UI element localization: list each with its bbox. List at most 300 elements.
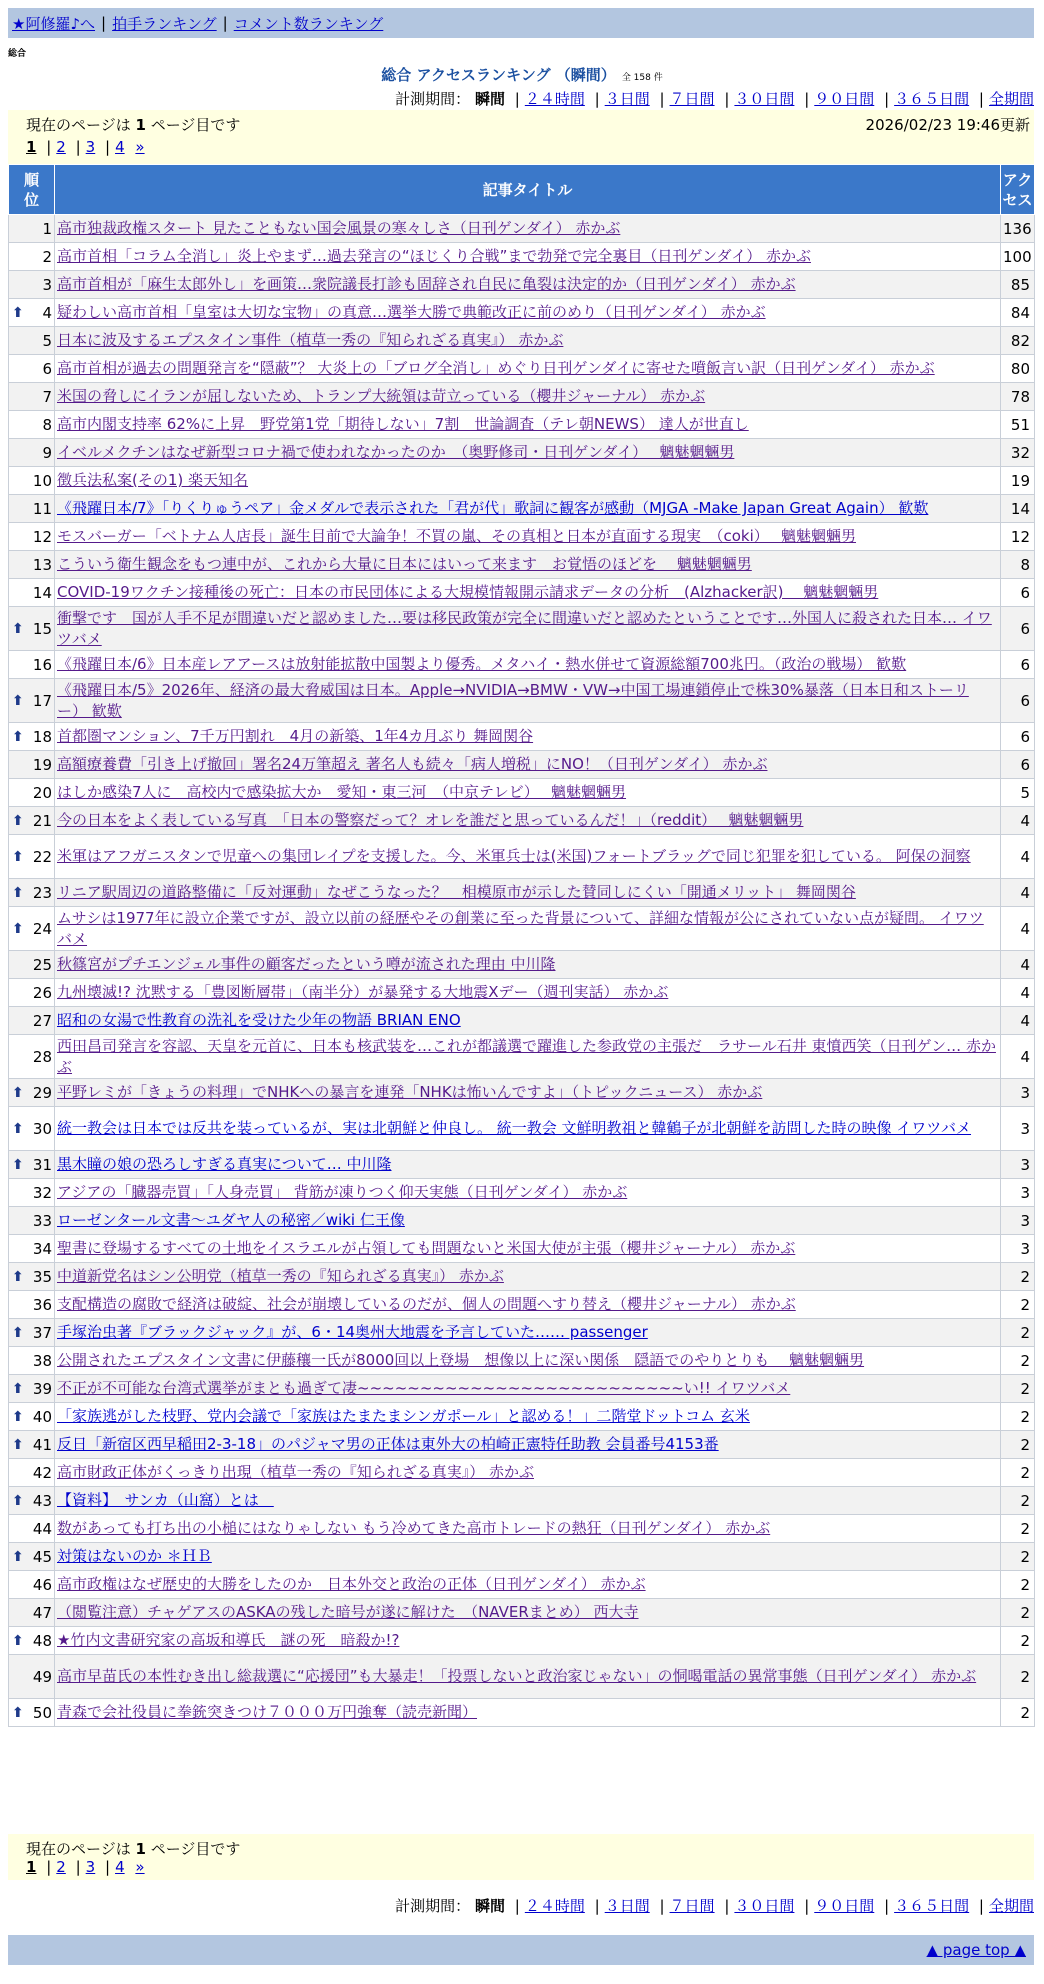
period-link-7d[interactable]: ７日間 xyxy=(669,90,715,108)
access-count: 2 xyxy=(1001,1291,1035,1319)
access-count: 4 xyxy=(1001,835,1035,879)
rank-up-arrow-icon: ⬆ xyxy=(12,920,24,937)
access-count: 2 xyxy=(1001,1571,1035,1599)
article-link[interactable]: 高市独裁政権スタート 見たこともない国会風景の寒々しさ（日刊ゲンダイ） 赤かぶ xyxy=(57,219,621,237)
period-link-365d[interactable]: ３６５日間 xyxy=(894,90,970,108)
access-count: 82 xyxy=(1001,327,1035,355)
access-count: 2 xyxy=(1001,1431,1035,1459)
article-link[interactable]: 不正が不可能な台湾式選挙がまとも過ぎて凄~~~~~~~~~~~~~~~~~~~~~~~~~~い!! イワツバメ xyxy=(57,1379,791,1397)
access-count: 2 xyxy=(1001,1403,1035,1431)
access-count: 2 xyxy=(1001,1459,1035,1487)
article-link[interactable]: ★竹内文書研究家の高坂和導氏 謎の死 暗殺か!? xyxy=(57,1631,400,1649)
page-text-post: ページ目です xyxy=(150,1840,241,1858)
rank-number: 48 xyxy=(32,1631,52,1650)
rank-cell xyxy=(9,243,55,271)
rank-cell xyxy=(9,1487,55,1515)
period-separator: | xyxy=(594,90,600,108)
rank-number: 19 xyxy=(32,755,52,774)
rank-number: 13 xyxy=(32,555,52,574)
period-link-all[interactable]: 全期間 xyxy=(988,1897,1034,1915)
title-cell xyxy=(55,243,1001,271)
page-number: 1 xyxy=(135,1840,146,1858)
nav-separator: | xyxy=(101,14,107,32)
rank-number: 37 xyxy=(32,1323,52,1342)
rank-number: 24 xyxy=(32,919,52,938)
updated-timestamp: 2026/02/23 19:46更新 xyxy=(865,116,1030,134)
access-count: 80 xyxy=(1001,355,1035,383)
rank-cell xyxy=(9,1151,55,1179)
title-cell xyxy=(55,1699,1001,1727)
rank-up-arrow-icon: ⬆ xyxy=(12,1120,24,1137)
pager-separator: | xyxy=(46,138,52,156)
article-link[interactable]: イベルメクチンはなぜ新型コロナ禍で使われなかったのか （奥野修司・日刊ゲンダイ） 魑魅魍魎男 xyxy=(57,443,735,461)
pager-link-4[interactable]: 4 xyxy=(115,138,125,156)
article-link[interactable]: 公開されたエプスタイン文書に伊藤穰一氏が8000回以上登場 想像以上に深い関係 隠語でのやりとりも 魑魅魍魎男 xyxy=(57,1351,865,1369)
rank-cell xyxy=(9,723,55,751)
article-link[interactable]: 統一教会は日本では反共を装っているが、実は北朝鮮と仲良し。 統一教会 文鮮明教祖と韓鶴子が北朝鮮を訪問した時の映像 イワツバメ xyxy=(57,1119,972,1137)
table-row xyxy=(9,1487,1035,1515)
home-link[interactable]: ★阿修羅♪へ xyxy=(12,14,96,33)
period-link-3d[interactable]: ３日間 xyxy=(604,1897,650,1915)
rank-up-arrow-icon: ⬆ xyxy=(12,1436,24,1453)
rank-number: 27 xyxy=(32,1011,52,1030)
table-row xyxy=(9,1263,1035,1291)
period-link-90d[interactable]: ９０日間 xyxy=(814,1897,875,1915)
title-cell xyxy=(55,355,1001,383)
rank-number: 17 xyxy=(32,691,52,710)
table-row xyxy=(9,355,1035,383)
rank-number: 50 xyxy=(32,1703,52,1722)
pager-link-3[interactable]: 3 xyxy=(85,1858,96,1876)
rank-cell xyxy=(9,383,55,411)
rank-cell xyxy=(9,1699,55,1727)
title-cell xyxy=(55,383,1001,411)
title-cell xyxy=(55,467,1001,495)
rank-up-arrow-icon: ⬆ xyxy=(12,620,24,637)
access-count: 3 xyxy=(1001,1107,1035,1151)
article-link[interactable]: 「家族逃がした枝野、党内会議で「家族はたまたまシンガポール」と認める！」二階堂ドットコム 玄米 xyxy=(57,1407,750,1425)
table-row xyxy=(9,579,1035,607)
rank-number: 9 xyxy=(42,443,52,462)
rank-number: 42 xyxy=(32,1463,52,1482)
table-row xyxy=(9,495,1035,523)
article-link[interactable]: 数があっても打ち出の小槌にはなりゃしない もう冷めてきた高市トレードの熱狂（日刊ゲンダイ） 赤かぶ xyxy=(57,1519,771,1537)
article-link[interactable]: 高市早苗氏の本性むき出し総裁選に“応援団”も大暴走！「投票しないと政治家じゃない」の恫喝電話の異常事態（日刊ゲンダイ） 赤かぶ xyxy=(57,1667,977,1685)
rank-number: 7 xyxy=(42,387,52,406)
access-count: 6 xyxy=(1001,723,1035,751)
page-info-bottom xyxy=(8,1834,1034,1880)
title-cell xyxy=(55,723,1001,751)
rank-cell xyxy=(9,579,55,607)
table-row xyxy=(9,751,1035,779)
article-link[interactable]: ローゼンタール文書～ユダヤ人の秘密／wiki 仁王像 xyxy=(57,1211,405,1229)
title-cell xyxy=(55,1207,1001,1235)
pager-link-4[interactable]: 4 xyxy=(115,1858,125,1876)
title-cell xyxy=(55,1035,1001,1079)
access-count: 2 xyxy=(1001,1487,1035,1515)
article-link[interactable]: （閲覧注意）チャゲアスのASKAの残した暗号が遂に解けた （NAVERまとめ） 西大寺 xyxy=(57,1603,639,1621)
header-rank xyxy=(9,165,55,215)
title-cell xyxy=(55,751,1001,779)
rank-up-arrow-icon: ⬆ xyxy=(12,884,24,901)
period-separator: | xyxy=(514,90,520,108)
rank-cell xyxy=(9,1179,55,1207)
period-link-3d[interactable]: ３日間 xyxy=(604,90,650,108)
rank-up-arrow-icon: ⬆ xyxy=(12,1408,24,1425)
rank-cell xyxy=(9,1035,55,1079)
rank-cell xyxy=(9,607,55,651)
rank-cell xyxy=(9,1375,55,1403)
article-link[interactable]: 青森で会社役員に拳銃突きつけ７０００万円強奪（読売新聞） xyxy=(57,1703,478,1721)
pager-link-2[interactable]: 2 xyxy=(56,1858,66,1876)
article-link[interactable]: 【資料】 サンカ（山窩）とは xyxy=(57,1491,274,1509)
rank-cell xyxy=(9,411,55,439)
table-row xyxy=(9,1079,1035,1107)
access-count: 5 xyxy=(1001,779,1035,807)
table-row xyxy=(9,1627,1035,1655)
access-count: 2 xyxy=(1001,1319,1035,1347)
access-count: 100 xyxy=(1001,243,1035,271)
rank-up-arrow-icon: ⬆ xyxy=(12,1380,24,1397)
rank-number: 2 xyxy=(42,247,52,266)
table-row xyxy=(9,879,1035,907)
access-count: 2 xyxy=(1001,1347,1035,1375)
rank-up-arrow-icon: ⬆ xyxy=(12,848,24,865)
title-cell xyxy=(55,271,1001,299)
rank-cell xyxy=(9,1627,55,1655)
period-current: 瞬間 xyxy=(474,90,505,108)
table-row xyxy=(9,1599,1035,1627)
pager-link-2[interactable]: 2 xyxy=(56,138,66,156)
article-link[interactable]: 支配構造の腐敗で経済は破綻、社会が崩壊しているのだが、個人の問題へすり替え（櫻井ジャーナル） 赤かぶ xyxy=(57,1295,796,1313)
access-count: 12 xyxy=(1001,523,1035,551)
page-text-pre: 現在のページは xyxy=(26,116,131,134)
title-cell xyxy=(55,1627,1001,1655)
page-top-link[interactable]: ▲ page top ▲ xyxy=(926,1941,1026,1959)
page-info-top xyxy=(8,110,1034,164)
rank-cell xyxy=(9,907,55,951)
pager-separator: | xyxy=(75,1858,81,1876)
period-separator: | xyxy=(514,1897,520,1915)
rank-cell xyxy=(9,979,55,1007)
access-count: 6 xyxy=(1001,579,1035,607)
rank-number: 32 xyxy=(32,1183,52,1202)
rank-cell xyxy=(9,1291,55,1319)
rank-cell xyxy=(9,1319,55,1347)
access-count: 3 xyxy=(1001,1151,1035,1179)
table-row xyxy=(9,1035,1035,1079)
article-link[interactable]: はしか感染7人に 高校内で感染拡大か 愛知・東三河 （中京テレビ） 魑魅魍魎男 xyxy=(57,783,627,801)
table-row xyxy=(9,651,1035,679)
title-cell xyxy=(55,1431,1001,1459)
rank-number: 16 xyxy=(32,655,52,674)
access-count: 4 xyxy=(1001,1035,1035,1079)
header-access xyxy=(1001,165,1035,215)
rank-cell xyxy=(9,651,55,679)
pager-separator: | xyxy=(75,138,81,156)
article-link[interactable]: 黒木瞳の娘の恐ろしすぎる真実について… 中川隆 xyxy=(57,1155,392,1173)
table-row xyxy=(9,215,1035,243)
rank-cell xyxy=(9,1431,55,1459)
nav-separator: | xyxy=(222,14,228,32)
article-link[interactable]: 西田昌司発言を容認、天皇を元首に、日本も核武装を…これが都議選で躍進した参政党の主張だ ラサール石井 東憤西笑（日刊ゲン… 赤かぶ xyxy=(57,1036,996,1076)
access-count: 3 xyxy=(1001,1207,1035,1235)
title-cell xyxy=(55,1179,1001,1207)
table-row xyxy=(9,607,1035,651)
rank-cell xyxy=(9,215,55,243)
title-cell xyxy=(55,495,1001,523)
article-link[interactable]: 《飛躍日本/5》2026年、経済の最大脅威国は日本。Apple→NVIDIA→BMW・VW→中国工場連鎖停止で株30%暴落（日本日和ストーリー） 歓歎 xyxy=(57,680,969,720)
rank-cell xyxy=(9,1655,55,1699)
rank-cell xyxy=(9,1403,55,1431)
period-label: 計測期間： xyxy=(395,90,471,108)
rank-number: 33 xyxy=(32,1211,52,1230)
table-row xyxy=(9,271,1035,299)
article-link[interactable]: 昭和の女湯で性教育の洗礼を受けた少年の物語 BRIAN ENO xyxy=(57,1011,461,1029)
page-number: 1 xyxy=(135,116,146,134)
access-count: 4 xyxy=(1001,807,1035,835)
title-cell xyxy=(55,1599,1001,1627)
rank-number: 30 xyxy=(32,1119,52,1138)
article-link[interactable]: ムサシは1977年に設立企業ですが、設立以前の経歴やその創業に至った背景について、詳細な情報が公にされていない点が疑問。 イワツバメ xyxy=(57,908,984,948)
rank-number: 3 xyxy=(42,275,52,294)
access-count: 14 xyxy=(1001,495,1035,523)
article-link[interactable]: 反日「新宿区西早稲田2-3-18」のパジャマ男の正体は東外大の柏崎正憲特任助教 会員番号4153番 xyxy=(57,1435,719,1453)
article-link[interactable]: アジアの「臓器売買」「人身売買」 背筋が凍りつく仰天実態（日刊ゲンダイ） 赤かぶ xyxy=(57,1183,628,1201)
rank-cell xyxy=(9,1599,55,1627)
article-link[interactable]: 九州壊滅!? 沈黙する「豊図断層帯」（南半分）が暴発する大地震Xデー（週刊実話） 赤かぶ xyxy=(57,983,669,1001)
table-row xyxy=(9,243,1035,271)
rank-up-arrow-icon: ⬆ xyxy=(12,728,24,745)
table-row xyxy=(9,835,1035,879)
article-link[interactable]: 高市政権はなぜ歴史的大勝をしたのか 日本外交と政治の正体（日刊ゲンダイ） 赤かぶ xyxy=(57,1575,646,1593)
access-count: 4 xyxy=(1001,879,1035,907)
table-row xyxy=(9,979,1035,1007)
table-row xyxy=(9,299,1035,327)
table-row xyxy=(9,1403,1035,1431)
rank-number: 40 xyxy=(32,1407,52,1426)
rank-number: 49 xyxy=(32,1667,52,1686)
period-link-90d[interactable]: ９０日間 xyxy=(814,90,875,108)
pager-bottom xyxy=(26,1858,145,1876)
article-link[interactable]: 高額療養費「引き上げ撤回」署名24万筆超え 著名人も続々「病人増税」にNO！（日刊ゲンダイ） 赤かぶ xyxy=(57,755,768,773)
table-row xyxy=(9,907,1035,951)
title-cell xyxy=(55,1107,1001,1151)
period-label: 計測期間： xyxy=(395,1897,471,1915)
rank-cell xyxy=(9,1107,55,1151)
article-link[interactable]: モスバーガー「ベトナム人店長」誕生目前で大論争！不買の嵐、その真相と日本が直面する現実 （coki） 魑魅魍魎男 xyxy=(57,527,857,545)
rank-up-arrow-icon: ⬆ xyxy=(12,1324,24,1341)
period-link-30d[interactable]: ３０日間 xyxy=(734,1897,795,1915)
pager-separator: | xyxy=(105,1858,111,1876)
rank-number: 47 xyxy=(32,1603,52,1622)
article-link[interactable]: 衝撃です 国が人手不足が間違いだと認めました…要は移民政策が完全に間違いだと認めたということです…外国人に殺された日本… イワツバメ xyxy=(57,608,992,648)
article-link[interactable]: 首都圏マンション、7千万円割れ 4月の新築、1年4カ月ぶり 舞岡関谷 xyxy=(57,727,534,745)
article-link[interactable]: リニア駅周辺の道路整備に「反対運動」なぜこうなった？ 相模原市が示した賛同しにくい「開通メリット」 舞岡関谷 xyxy=(57,883,856,901)
title-cell xyxy=(55,679,1001,723)
article-link[interactable]: 《飛躍日本/7》「りくりゅうペア」金メダルで表示された「君が代」歌詞に観客が感動（MJGA -Make Japan Great Again） 歓歎 xyxy=(57,499,929,517)
period-separator: | xyxy=(804,1897,810,1915)
table-row xyxy=(9,1375,1035,1403)
table-row xyxy=(9,551,1035,579)
access-count: 2 xyxy=(1001,1543,1035,1571)
current-page-text xyxy=(26,114,240,135)
period-separator: | xyxy=(659,90,665,108)
rank-up-arrow-icon: ⬆ xyxy=(12,1492,24,1509)
period-link-24h[interactable]: ２４時間 xyxy=(524,1897,585,1915)
article-link[interactable]: 日本に波及するエプスタイン事件（植草一秀の『知られざる真実』） 赤かぶ xyxy=(57,331,564,349)
article-link[interactable]: 対策はないのか ＊ＨＢ xyxy=(57,1547,212,1565)
article-link[interactable]: こういう衛生観念をもつ連中が、これから大量に日本にはいって来ます お覚悟のほどを 魑魅魍魎男 xyxy=(57,555,752,573)
article-link[interactable]: 高市財政正体がくっきり出現（植草一秀の『知られざる真実』） 赤かぶ xyxy=(57,1463,534,1481)
title-cell xyxy=(55,551,1001,579)
rank-number: 11 xyxy=(32,499,52,518)
article-link[interactable]: COVID-19ワクチン接種後の死亡：日本の市民団体による大規模情報開示請求データの分析 (Alzhacker訳) 魑魅魍魎男 xyxy=(57,583,879,601)
rank-cell xyxy=(9,1459,55,1487)
period-selector-top xyxy=(395,88,1034,109)
rank-number: 43 xyxy=(32,1491,52,1510)
period-separator: | xyxy=(978,1897,984,1915)
rank-number: 44 xyxy=(32,1519,52,1538)
article-link[interactable]: 高市首相が過去の問題発言を“隠蔽”？ 大炎上の「ブログ全消し」めぐり日刊ゲンダイに寄せた噴飯言い訳（日刊ゲンダイ） 赤かぶ xyxy=(57,359,935,377)
title-cell xyxy=(55,439,1001,467)
rank-cell xyxy=(9,467,55,495)
pager-next[interactable]: » xyxy=(135,1858,145,1876)
title-cell xyxy=(55,1459,1001,1487)
table-row xyxy=(9,1571,1035,1599)
access-count: 85 xyxy=(1001,271,1035,299)
title-cell xyxy=(55,1571,1001,1599)
table-row xyxy=(9,1007,1035,1035)
pager-next[interactable]: » xyxy=(135,138,145,156)
access-count: 3 xyxy=(1001,1179,1035,1207)
table-row xyxy=(9,951,1035,979)
period-link-30d[interactable]: ３０日間 xyxy=(734,90,795,108)
article-link[interactable]: 疑わしい高市首相「皇室は大切な宝物」の真意…選挙大勝で典範改正に前のめり（日刊ゲンダイ） 赤かぶ xyxy=(57,303,766,321)
title-cell xyxy=(55,327,1001,355)
rank-cell xyxy=(9,1263,55,1291)
article-link[interactable]: 徴兵法私案(その1) 楽天知名 xyxy=(57,471,249,489)
rank-number: 10 xyxy=(32,471,52,490)
period-link-365d[interactable]: ３６５日間 xyxy=(894,1897,970,1915)
period-separator: | xyxy=(724,90,730,108)
period-separator: | xyxy=(724,1897,730,1915)
period-separator: | xyxy=(804,90,810,108)
rank-cell xyxy=(9,779,55,807)
rank-up-arrow-icon: ⬆ xyxy=(12,1632,24,1649)
period-selector-bottom xyxy=(395,1895,1034,1916)
article-link[interactable]: 秋篠宮がプチエンジェル事件の顧客だったという噂が流された理由 中川隆 xyxy=(57,955,556,973)
access-count: 6 xyxy=(1001,679,1035,723)
article-link[interactable]: 聖書に登場するすべての土地をイスラエルが占領しても問題ないと米国大使が主張（櫻井ジャーナル） 赤かぶ xyxy=(57,1239,796,1257)
rank-number: 35 xyxy=(32,1267,52,1286)
comment-ranking-link[interactable]: コメント数ランキング xyxy=(233,14,384,33)
title-cell xyxy=(55,907,1001,951)
title-cell xyxy=(55,215,1001,243)
table-row xyxy=(9,1179,1035,1207)
article-link[interactable]: 米国の脅しにイランが屈しないため、トランプ大統領は苛立っている（櫻井ジャーナル） 赤かぶ xyxy=(57,387,706,405)
rank-cell xyxy=(9,951,55,979)
period-separator: | xyxy=(884,1897,890,1915)
article-link[interactable]: 今の日本をよく表している写真 「日本の警察だって？オレを誰だと思っているんだ！」（reddit） 魑魅魍魎男 xyxy=(57,811,804,829)
table-row xyxy=(9,679,1035,723)
pager-separator: | xyxy=(105,138,111,156)
access-count: 3 xyxy=(1001,1235,1035,1263)
article-link[interactable]: 平野レミが「きょうの料理」でNHKへの暴言を連発「NHKは怖いんですよ」（トピックニュース） 赤かぶ xyxy=(57,1083,763,1101)
rank-up-arrow-icon: ⬆ xyxy=(12,692,24,709)
table-row xyxy=(9,327,1035,355)
rank-number: 38 xyxy=(32,1351,52,1370)
title-cell xyxy=(55,1347,1001,1375)
title-cell xyxy=(55,1079,1001,1107)
category-label: 総合 xyxy=(8,49,27,59)
rank-up-arrow-icon: ⬆ xyxy=(12,304,24,321)
period-link-7d[interactable]: ７日間 xyxy=(669,1897,715,1915)
article-link[interactable]: 高市首相「コラム全消し」炎上やまず…過去発言の“ほじくり合戦”まで勃発で完全裏目（日刊ゲンダイ） 赤かぶ xyxy=(57,247,811,265)
article-link[interactable]: 米軍はアフガニスタンで児童への集団レイプを支援した。今、米軍兵士は(米国)フォートブラッグで同じ犯罪を犯している。 阿保の洞察 xyxy=(57,847,971,865)
table-row xyxy=(9,779,1035,807)
applause-ranking-link[interactable]: 拍手ランキング xyxy=(112,14,217,33)
rank-cell xyxy=(9,355,55,383)
table-row xyxy=(9,1459,1035,1487)
rank-cell xyxy=(9,679,55,723)
table-row xyxy=(9,1319,1035,1347)
title-cell xyxy=(55,1375,1001,1403)
pager-top xyxy=(26,138,145,156)
access-count: 4 xyxy=(1001,1007,1035,1035)
rank-number: 5 xyxy=(42,331,52,350)
ranking-table xyxy=(8,164,1035,1727)
table-row xyxy=(9,439,1035,467)
table-row xyxy=(9,1655,1035,1699)
rank-number: 39 xyxy=(32,1379,52,1398)
table-row xyxy=(9,1515,1035,1543)
rank-number: 41 xyxy=(32,1435,52,1454)
rank-number: 23 xyxy=(32,883,52,902)
rank-number: 22 xyxy=(32,847,52,866)
access-count: 2 xyxy=(1001,1699,1035,1727)
rank-cell xyxy=(9,523,55,551)
header-rank-label: 順位 xyxy=(23,170,39,209)
title-cell xyxy=(55,1655,1001,1699)
access-count: 2 xyxy=(1001,1627,1035,1655)
period-link-24h[interactable]: ２４時間 xyxy=(524,90,585,108)
article-link[interactable]: 手塚治虫著『ブラックジャック』が、6・14奥州大地震を予言していた…… passenger xyxy=(57,1323,648,1341)
article-link[interactable]: 高市首相が「麻生太郎外し」を画策…衆院議長打診も固辞され自民に亀裂は決定的か（日刊ゲンダイ） 赤かぶ xyxy=(57,275,796,293)
table-row xyxy=(9,1151,1035,1179)
rank-cell xyxy=(9,1235,55,1263)
title-cell xyxy=(55,607,1001,651)
access-count: 78 xyxy=(1001,383,1035,411)
period-link-all[interactable]: 全期間 xyxy=(988,90,1034,108)
period-separator: | xyxy=(659,1897,665,1915)
article-link[interactable]: 《飛躍日本/6》日本産レアアースは放射能拡散中国製より優秀。メタハイ・熱水併せて資源総額700兆円。（政治の戦場） 歓歎 xyxy=(57,655,907,673)
article-link[interactable]: 高市内閣支持率 62%に上昇 野党第1党「期待しない」7割 世論調査（テレ朝NEWS） 達人が世直し xyxy=(57,415,749,433)
title-cell xyxy=(55,411,1001,439)
rank-cell xyxy=(9,1007,55,1035)
table-row xyxy=(9,523,1035,551)
pager-link-3[interactable]: 3 xyxy=(85,138,96,156)
rank-cell xyxy=(9,1571,55,1599)
article-link[interactable]: 中道新党名はシン公明党（植草一秀の『知られざる真実』） 赤かぶ xyxy=(57,1267,504,1285)
access-count: 6 xyxy=(1001,607,1035,651)
rank-number: 1 xyxy=(42,219,52,238)
rank-cell xyxy=(9,1347,55,1375)
rank-up-arrow-icon: ⬆ xyxy=(12,1268,24,1285)
table-row xyxy=(9,411,1035,439)
rank-number: 14 xyxy=(32,583,52,602)
access-count: 2 xyxy=(1001,1515,1035,1543)
